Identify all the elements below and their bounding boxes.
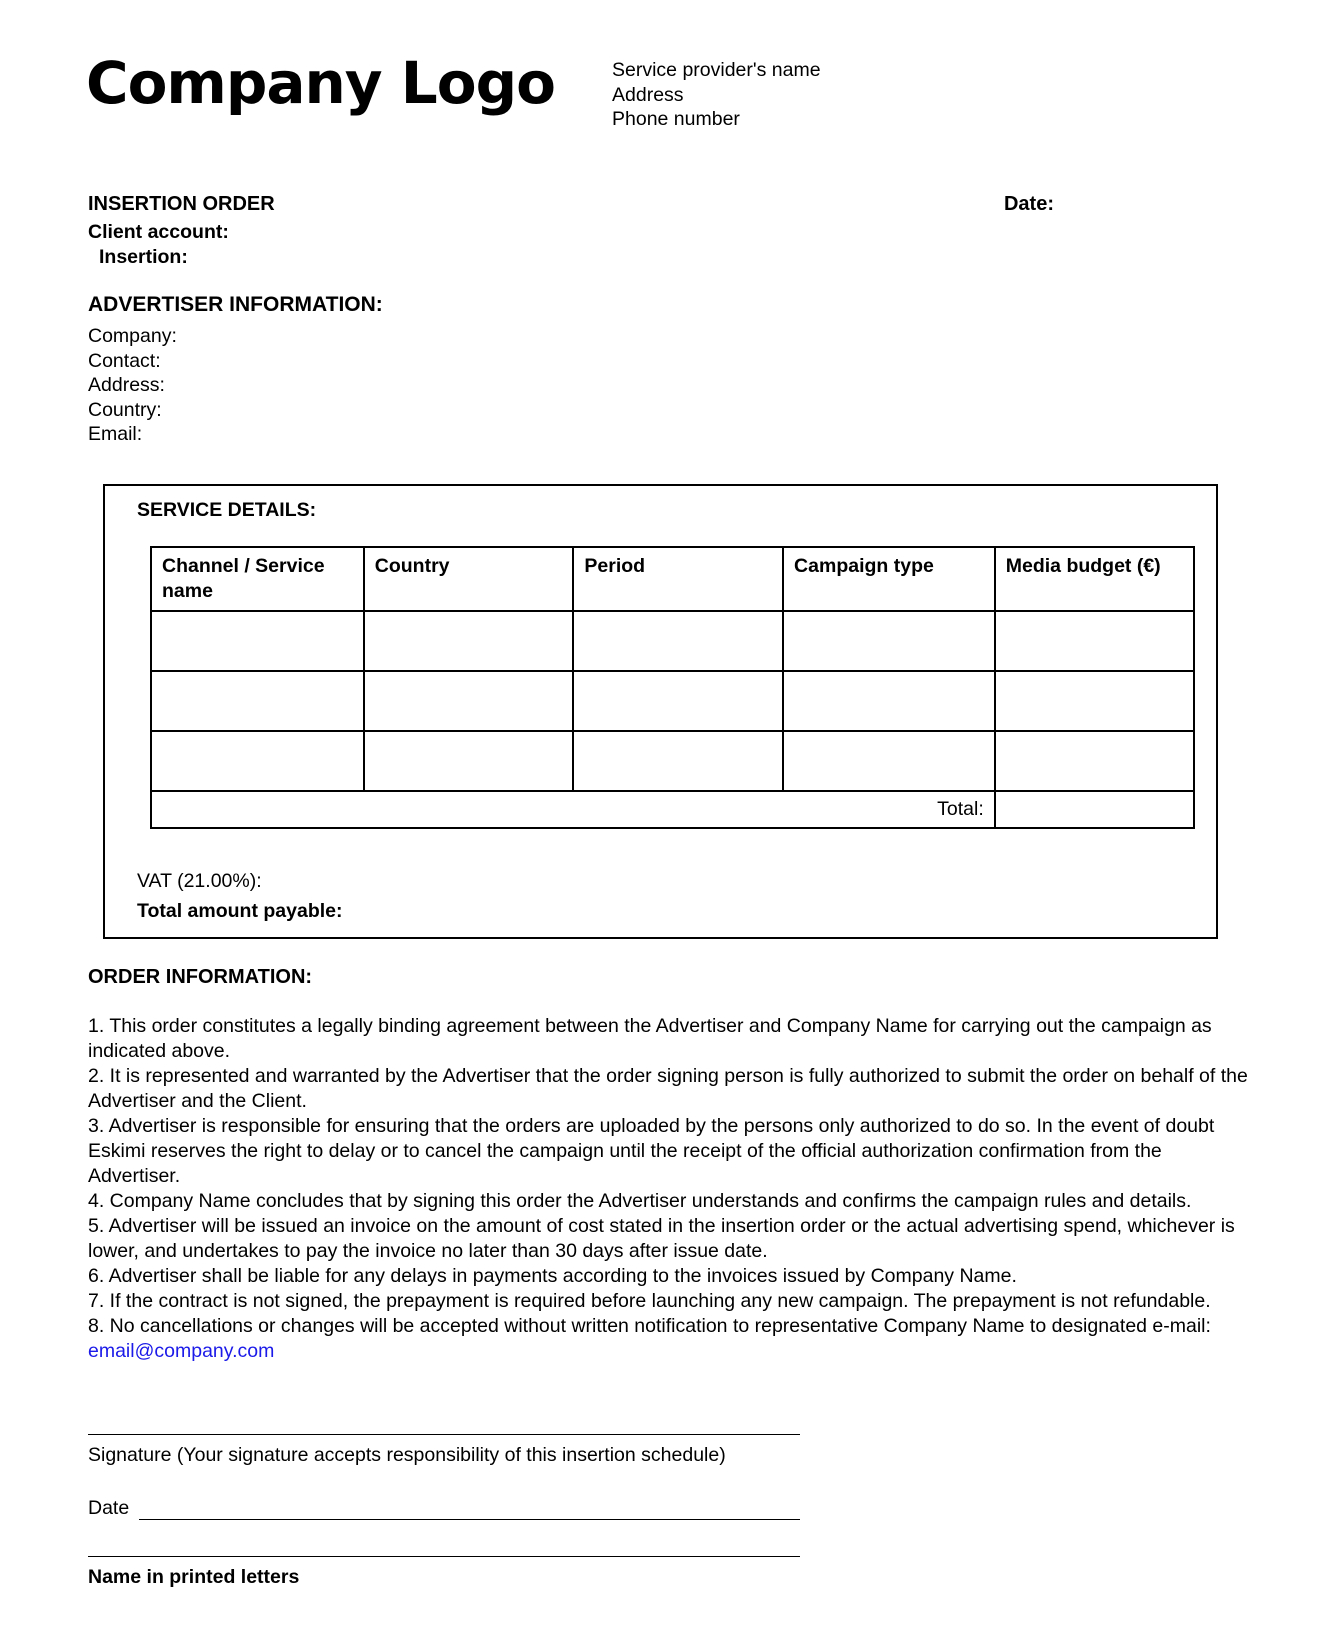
vat-label: VAT (21.00%): — [137, 870, 262, 892]
column-header-campaign-type: Campaign type — [783, 547, 995, 611]
column-header-country: Country — [364, 547, 574, 611]
table-cell — [783, 671, 995, 731]
term-item-5: 5. Advertiser will be issued an invoice on the amount of cost stated in the insertion order or the actual advertising spend, whichever is lower, and undertakes to pay the invoice no later than 30 days after issue date. — [88, 1215, 1235, 1262]
table-cell — [151, 731, 364, 791]
table-cell — [364, 671, 574, 731]
total-label: Total: — [151, 791, 995, 828]
term-item-1: 1. This order constitutes a legally binding agreement between the Advertiser and Company Name for carrying out the campaign as indicated above. — [88, 1015, 1212, 1062]
table-row — [151, 671, 1194, 731]
order-information-terms — [88, 1014, 1252, 1364]
service-details-box — [103, 484, 1218, 939]
service-provider-phone: Phone number — [612, 108, 740, 130]
printed-name-caption: Name in printed letters — [88, 1566, 300, 1588]
signature-line — [88, 1434, 800, 1435]
table-header-row — [151, 547, 1194, 611]
term-item-8 — [88, 1314, 1252, 1364]
column-header-period: Period — [573, 547, 783, 611]
advertiser-field-company: Company: — [88, 325, 177, 347]
table-cell — [995, 731, 1194, 791]
client-account-label: Client account: — [88, 221, 229, 243]
date-line — [139, 1496, 800, 1520]
service-provider-block — [612, 58, 821, 132]
email-link[interactable]: email@company.com — [88, 1340, 275, 1362]
insertion-order-header — [88, 193, 1054, 216]
advertiser-information-heading: ADVERTISER INFORMATION: — [88, 293, 383, 316]
service-provider-name: Service provider's name — [612, 59, 821, 81]
total-amount-payable-label: Total amount payable: — [137, 900, 343, 922]
advertiser-field-contact: Contact: — [88, 349, 161, 372]
table-cell — [995, 671, 1194, 731]
date-label: Date: — [1003, 193, 1054, 215]
table-cell — [151, 671, 364, 731]
service-details-table — [150, 546, 1195, 829]
column-header-channel-service: Channel / Service name — [151, 547, 364, 611]
term-item-4: 4. Company Name concludes that by signing this order the Advertiser understands and confirms the campaign rules and details. — [88, 1190, 1192, 1212]
printed-name-line — [88, 1556, 800, 1557]
insertion-order-title: INSERTION ORDER — [88, 193, 275, 215]
service-details-heading: SERVICE DETAILS: — [137, 499, 317, 521]
table-cell — [151, 611, 364, 671]
advertiser-field-country: Country: — [88, 398, 162, 421]
date-field-label: Date — [88, 1497, 130, 1519]
term-item-3: 3. Advertiser is responsible for ensuring that the orders are uploaded by the persons only authorized to do so. In the event of doubt Eskimi reserves the right to delay or to cancel the campaign until the receipt of the official authorization confirmation from the Advertiser. — [88, 1115, 1215, 1187]
insertion-label: Insertion: — [99, 246, 188, 268]
table-cell — [364, 611, 574, 671]
signature-caption: Signature (Your signature accepts responsibility of this insertion schedule) — [88, 1444, 726, 1466]
term-item-7: 7. If the contract is not signed, the prepayment is required before launching any new campaign. The prepayment is not refundable. — [88, 1290, 1211, 1312]
company-logo-text: Company Logo — [86, 49, 555, 117]
order-information-heading: ORDER INFORMATION: — [88, 966, 313, 988]
table-cell — [783, 731, 995, 791]
term-item-6: 6. Advertiser shall be liable for any delays in payments according to the invoices issued by Company Name. — [88, 1265, 1017, 1287]
table-cell — [573, 671, 783, 731]
table-total-row — [151, 791, 1194, 828]
table-cell — [573, 731, 783, 791]
column-header-media-budget: Media budget (€) — [995, 547, 1194, 611]
table-cell — [573, 611, 783, 671]
table-row — [151, 731, 1194, 791]
term-item-8-text: 8. No cancellations or changes will be accepted without written notification to representative Company Name to designated e-mail: — [88, 1315, 1211, 1337]
table-row — [151, 611, 1194, 671]
advertiser-fields — [88, 324, 177, 447]
advertiser-field-email: Email: — [88, 423, 143, 446]
advertiser-field-address: Address: — [88, 374, 165, 397]
date-row — [88, 1496, 800, 1520]
term-item-2: 2. It is represented and warranted by the Advertiser that the order signing person is fully authorized to submit the order on behalf of the Advertiser and the Client. — [88, 1065, 1248, 1112]
table-cell — [364, 731, 574, 791]
service-provider-address: Address — [612, 83, 684, 106]
table-cell — [783, 611, 995, 671]
total-value-cell — [995, 791, 1194, 828]
table-cell — [995, 611, 1194, 671]
